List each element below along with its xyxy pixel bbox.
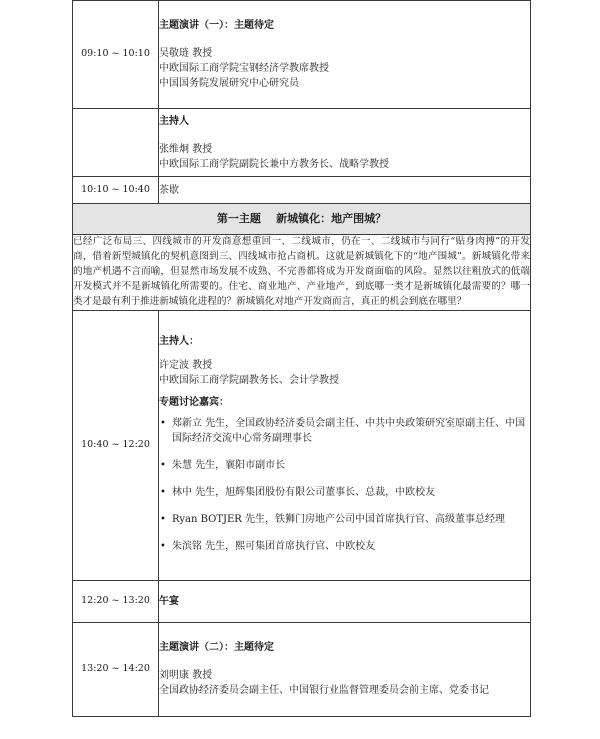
speaker-affiliation: 全国政协经济委员会副主任、中国银行业监督管理委员会前主席、党委书记: [159, 685, 489, 697]
panel-row: [73, 310, 531, 580]
theme-description: 已经广泛布局三、四线城市的开发商意想重回一、二线城市，仍在一、二线城市与同行“贴身肉搏”的开发商，借着新型城镇化的契机意图到三、四线城市抢占商机。这就是新城镇化下的“地产围城”。新城镇化带来的地产机遇不言而喻，但显然市场发展不成熟、不完善都将成为开发商面临的风险。显然以往粗放式的低端开发模式并不是新城镇化所需要的。住宅、商业地产、产业地产，到底哪一类才是新城镇化最需要的？哪一类才是最有利于推进新城镇化进程的？新城镇化对地产开发商而言，真正的机会到底在哪里？: [73, 235, 531, 311]
theme-heading: 第一主题 新城镇化：地产围城？: [73, 204, 531, 235]
panel-guest-item: • 朱滨铭 先生，熙可集团首席执行官、中欧校友: [159, 539, 530, 554]
host-row: [73, 109, 531, 177]
speaker-affiliation: 中欧国际工商学院宝钢经济学教席教授: [159, 63, 329, 74]
session-time: 13:20 ~ 14:20: [73, 622, 159, 716]
panel-host-affiliation: 中欧国际工商学院副教务长、会计学教授: [159, 375, 339, 387]
session-content: [159, 109, 531, 177]
session-time: 09:10 ~ 10:10: [73, 1, 159, 109]
panel-host-name: 许定波 教授: [159, 360, 213, 372]
host-name: 张维炯 教授: [159, 143, 213, 155]
panel-content: [159, 310, 531, 580]
tea-break-row: [73, 177, 531, 204]
panel-guest-list: [159, 416, 530, 554]
session-time: [73, 109, 159, 177]
session-content: [159, 622, 531, 716]
panel-guest-item: • Ryan BOTJER 先生，铁狮门房地产公司中国首席执行官、高级董事总经理: [159, 512, 530, 527]
session-title: 主题演讲（一）：主题待定: [159, 20, 274, 31]
session-title: 主持人: [159, 115, 189, 127]
session-title: 主题演讲（二）：主题待定: [159, 642, 274, 654]
panel-guest-item: • 郑新立 先生，全国政协经济委员会副主任、中共中央政策研究室原副主任、中国国际经济交流中心常务副理事长: [159, 416, 530, 446]
speaker-affiliation: 中国国务院发展研究中心研究员: [159, 78, 299, 89]
speaker-name: 吴敬琏 教授: [159, 48, 213, 59]
host-affiliation: 中欧国际工商学院副院长兼中方教务长、战略学教授: [159, 158, 389, 170]
agenda-table: [72, 0, 531, 717]
panel-guest-item: • 林中 先生，旭辉集团股份有限公司董事长、总裁，中欧校友: [159, 485, 530, 500]
theme-heading-row: [73, 204, 531, 235]
session-time: 10:40 ~ 12:20: [73, 310, 159, 580]
session-content: [159, 1, 531, 109]
lunch-row: [73, 580, 531, 622]
session-title: 午宴: [159, 580, 531, 622]
theme-description-row: [73, 235, 531, 311]
panel-host-label: 主持人：: [159, 336, 199, 348]
panel-guest-item: • 朱慧 先生，襄阳市副市长: [159, 458, 530, 473]
keynote-1-row: [73, 1, 531, 109]
session-time: 12:20 ~ 13:20: [73, 580, 159, 622]
panel-guests-label: 专题讨论嘉宾：: [159, 397, 229, 409]
session-time: 10:10 ~ 10:40: [73, 177, 159, 204]
session-title: 茶歇: [159, 177, 531, 204]
keynote-2-row: [73, 622, 531, 716]
speaker-name: 刘明康 教授: [159, 670, 213, 682]
